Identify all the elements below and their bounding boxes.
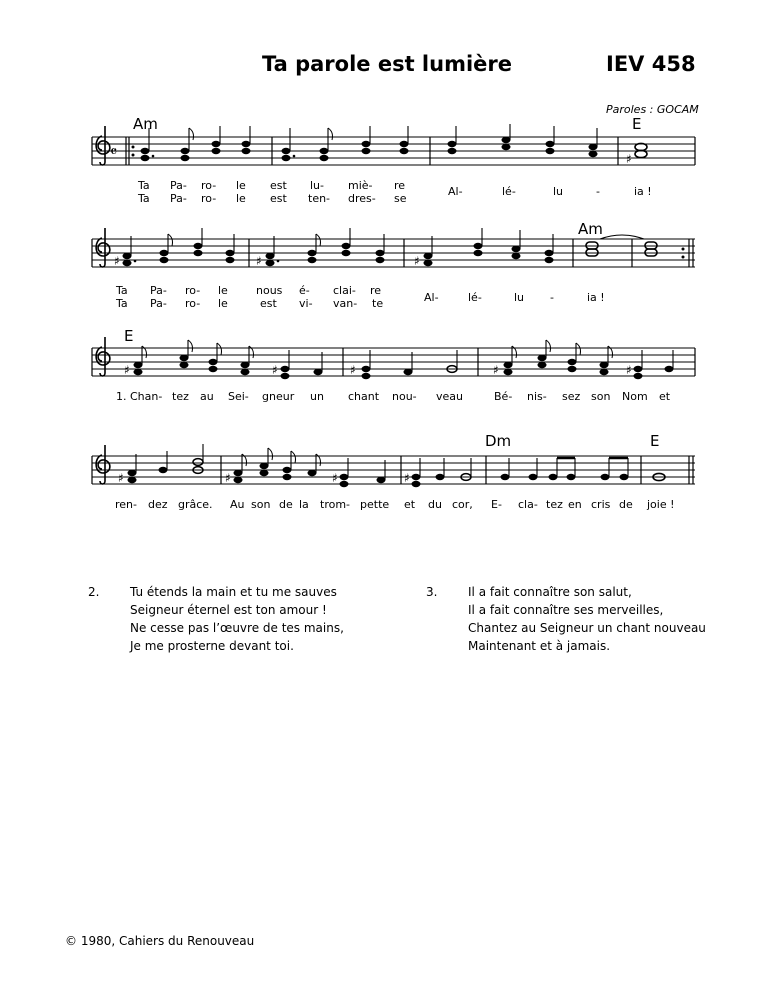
verse-line: Tu étends la main et tu me sauves [130, 585, 337, 599]
notes [225, 448, 386, 487]
lyric-syllable: ten- [308, 192, 331, 205]
sharp-icon: ♯ [332, 471, 338, 485]
sharp-icon: ♯ [350, 363, 356, 377]
copyright-notice: © 1980, Cahiers du Renouveau [65, 934, 255, 948]
verse-3 [426, 583, 726, 663]
lyric-syllable: au [200, 390, 214, 403]
lyric-syllable: chant [348, 390, 380, 403]
lyric-syllable: trom- [320, 498, 351, 511]
sharp-icon: ♯ [256, 254, 262, 268]
repeat-dot-icon [132, 154, 135, 157]
sharp-icon: ♯ [124, 363, 130, 377]
verse-2 [88, 583, 388, 663]
chord-symbol: E [124, 327, 134, 345]
lyric-syllable: un [310, 390, 324, 403]
lyric-syllable: ren- [115, 498, 137, 511]
lyric-syllable: Al- [448, 185, 463, 198]
lyric-syllable: vi- [299, 297, 313, 310]
lyric-syllable: le [218, 297, 228, 310]
lyric-syllable: Bé- [494, 390, 513, 403]
lyrics-system-4 [115, 498, 675, 511]
treble-clef-icon [96, 126, 110, 165]
treble-clef-icon [96, 228, 110, 267]
lyric-syllable: E- [491, 498, 502, 511]
repeat-dot-icon [682, 248, 685, 251]
lyric-syllable: lu [514, 291, 525, 304]
sharp-icon: ♯ [118, 471, 124, 485]
sharp-icon: ♯ [414, 254, 420, 268]
chord-symbol: E [650, 432, 660, 450]
lyric-syllable: Pa- [170, 179, 187, 192]
repeat-dot-icon [132, 146, 135, 149]
lyric-syllable: te [372, 297, 384, 310]
lyric-syllable: Pa- [150, 284, 167, 297]
lyric-syllable: re [394, 179, 406, 192]
staff-system-4 [92, 444, 695, 487]
lyric-syllable: et [404, 498, 416, 511]
lyric-syllable: nous [256, 284, 283, 297]
lyric-syllable: se [394, 192, 407, 205]
staff-system-3 [92, 337, 695, 379]
lyric-syllable: van- [333, 297, 358, 310]
verse-number: 2. [88, 585, 100, 599]
lyric-syllable: Pa- [170, 192, 187, 205]
lyric-syllable: du [428, 498, 442, 511]
lyric-syllable: en [568, 498, 582, 511]
sharp-icon: ♯ [626, 363, 632, 377]
lyric-syllable: veau [436, 390, 463, 403]
lyric-syllable: 1. Chan- [116, 390, 163, 403]
tie-icon [600, 235, 644, 239]
lyric-syllable: lé- [502, 185, 516, 198]
lyric-syllable: pette [360, 498, 390, 511]
lyric-syllable: ro- [185, 284, 201, 297]
lyric-syllable: é- [299, 284, 310, 297]
lyrics-credit: Paroles : GOCAM [606, 103, 699, 116]
lyric-syllable: est [270, 192, 287, 205]
lyric-syllable: lu [553, 185, 564, 198]
lyric-syllable: lé- [468, 291, 482, 304]
lyric-syllable: son [591, 390, 611, 403]
lyric-syllable: tez [546, 498, 563, 511]
notes [350, 350, 457, 379]
repeat-dot-icon [682, 256, 685, 259]
lyric-syllable: le [236, 179, 246, 192]
lyric-syllable: est [260, 297, 277, 310]
verse-number: 3. [426, 585, 438, 599]
lyric-syllable: son [251, 498, 271, 511]
lyric-syllable: le [236, 192, 246, 205]
lyrics-system-2 [115, 284, 605, 310]
chord-symbol: Dm [485, 432, 512, 450]
notes [414, 228, 554, 268]
lyric-syllable: miè- [348, 179, 373, 192]
chord-symbol: Am [578, 220, 603, 238]
sharp-icon: ♯ [225, 471, 231, 485]
staff-lines [92, 239, 695, 267]
lyric-syllable: re [370, 284, 382, 297]
lyric-syllable: Pa- [150, 297, 167, 310]
notes [493, 340, 674, 379]
lyric-syllable: ro- [185, 297, 201, 310]
lyric-syllable: ia ! [587, 291, 605, 304]
lyric-syllable: de [619, 498, 633, 511]
lyric-syllable: Au [230, 498, 245, 511]
lyric-syllable: cor, [452, 498, 473, 511]
treble-clef-icon [96, 337, 110, 376]
staff-system-2 [92, 228, 695, 268]
lyric-syllable: est [270, 179, 287, 192]
sharp-icon: ♯ [272, 363, 278, 377]
hymnal-reference: IEV 458 [606, 52, 696, 76]
notes [256, 228, 385, 268]
verse-line: Il a fait connaître son salut, [468, 585, 632, 599]
chord-symbol: Am [133, 115, 158, 133]
lyric-syllable: et [659, 390, 671, 403]
notes [404, 458, 471, 487]
lyric-syllable: cla- [518, 498, 538, 511]
lyric-syllable: dres- [348, 192, 376, 205]
lyric-syllable: ro- [201, 192, 217, 205]
verse-line: Il a fait connaître ses merveilles, [468, 603, 664, 617]
notes [114, 228, 235, 268]
lyric-syllable: joie ! [647, 498, 675, 511]
verse-line: Je me prosterne devant toi. [130, 639, 294, 653]
lyric-syllable: - [550, 291, 554, 304]
lyric-syllable: Ta [116, 297, 128, 310]
verse-line: Seigneur éternel est ton amour ! [130, 603, 327, 617]
sharp-icon: ♯ [493, 363, 499, 377]
notes [124, 340, 323, 379]
common-time-icon: 𝄴 [110, 142, 118, 161]
lyric-syllable: clai- [333, 284, 356, 297]
sharp-icon: ♯ [114, 254, 120, 268]
lyric-syllable: nis- [527, 390, 547, 403]
lyric-syllable: Al- [424, 291, 439, 304]
lyric-syllable: gneur [262, 390, 295, 403]
lyrics-system-1 [137, 179, 652, 205]
lyrics-system-3 [116, 390, 671, 403]
lyric-syllable: - [596, 185, 600, 198]
lyric-syllable: cris [591, 498, 611, 511]
lyric-syllable: Nom [622, 390, 648, 403]
notes [448, 124, 598, 157]
lyric-syllable: Ta [138, 179, 150, 192]
lyric-syllable: lu- [310, 179, 324, 192]
verse-line: Ne cesse pas l’œuvre de tes mains, [130, 621, 344, 635]
lyric-syllable: dez [148, 498, 168, 511]
song-title: Ta parole est lumière [262, 52, 513, 76]
lyric-syllable: ro- [201, 179, 217, 192]
verse-line: Maintenant et à jamais. [468, 639, 611, 653]
lyric-syllable: grâce. [178, 498, 213, 511]
lyric-syllable: ia ! [634, 185, 652, 198]
lyric-syllable: de [279, 498, 293, 511]
staff-system-1 [92, 124, 695, 166]
verse-line: Chantez au Seigneur un chant nouveau [468, 621, 706, 635]
lyric-syllable: sez [562, 390, 581, 403]
lyric-syllable: Ta [138, 192, 150, 205]
lyric-syllable: la [299, 498, 309, 511]
treble-clef-icon [96, 445, 110, 484]
sharp-icon: ♯ [626, 152, 632, 166]
notes [626, 143, 647, 166]
lyric-syllable: Sei- [228, 390, 249, 403]
lyric-syllable: tez [172, 390, 189, 403]
sharp-icon: ♯ [404, 471, 410, 485]
lyric-syllable: le [218, 284, 228, 297]
notes [118, 444, 203, 485]
lyric-syllable: nou- [392, 390, 417, 403]
chord-symbol: E [632, 115, 642, 133]
lyric-syllable: Ta [116, 284, 128, 297]
